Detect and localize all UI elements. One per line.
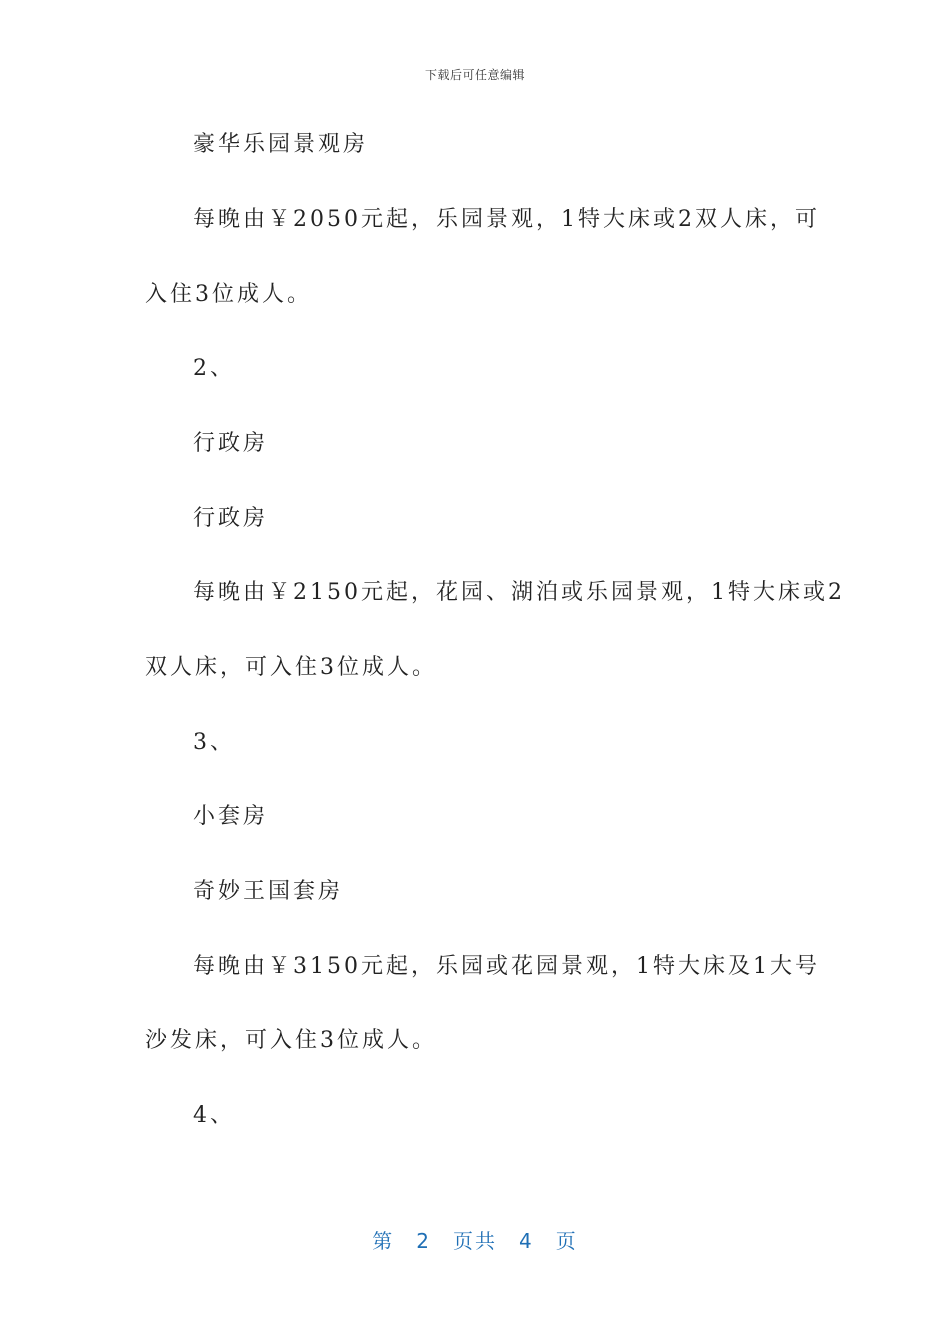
- footer-current-page: 2: [416, 1229, 431, 1253]
- page-footer: [0, 1225, 950, 1254]
- room-description-continued: 入住3位成人。: [145, 282, 312, 307]
- room-title: 豪华乐园景观房: [193, 132, 369, 157]
- section-number: 2、: [193, 356, 235, 381]
- room-category: 小套房: [193, 804, 269, 829]
- room-description-continued: 沙发床，可入住3位成人。: [145, 1028, 437, 1053]
- room-description-continued: 双人床，可入住3位成人。: [145, 655, 437, 680]
- footer-label-page-of: 页共: [453, 1229, 497, 1253]
- room-category: 行政房: [193, 431, 269, 456]
- header-note: 下载后可任意编辑: [424, 68, 525, 82]
- section-number: 3、: [193, 730, 235, 755]
- room-title: 行政房: [193, 506, 269, 531]
- footer-label-page: 第: [372, 1229, 395, 1253]
- footer-label-page-end: 页: [555, 1229, 578, 1253]
- room-description: 每晚由￥2050元起，乐园景观，1特大床或2双人床，可: [193, 207, 820, 232]
- room-description: 每晚由￥2150元起，花园、湖泊或乐园景观，1特大床或2: [193, 580, 845, 605]
- section-number: 4、: [193, 1103, 235, 1128]
- room-title: 奇妙王国套房: [193, 879, 344, 904]
- footer-total-pages: 4: [519, 1229, 534, 1253]
- room-description: 每晚由￥3150元起，乐园或花园景观，1特大床及1大号: [193, 954, 820, 979]
